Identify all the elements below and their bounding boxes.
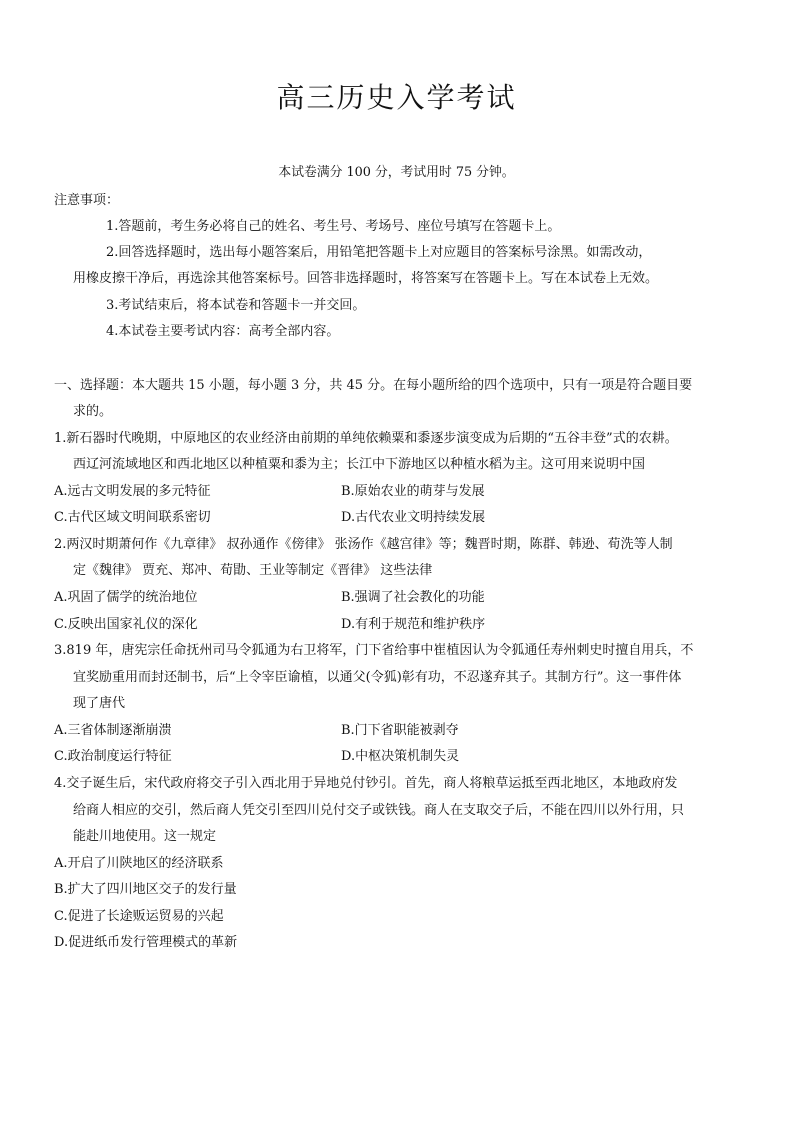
question-stem: 定《魏律》 贾充、郑冲、荀勖、王业等制定《晋律》 这些法律 xyxy=(73,563,433,578)
option-c: C.促进了长途贩运贸易的兴起 xyxy=(54,909,224,924)
note-line: 4.本试卷主要考试内容：高考全部内容。 xyxy=(106,324,340,339)
section-heading: 一、选择题：本大题共 15 小题，每小题 3 分，共 45 分。在每小题所给的四个选项中，只有一项是符合题目要 xyxy=(54,378,693,393)
option-a: A.开启了川陕地区的经济联系 xyxy=(54,856,224,871)
option-a: A.巩固了儒学的统治地位 xyxy=(54,590,198,605)
option-d: D.有利于规范和维护秩序 xyxy=(341,617,486,632)
option-c: C.政治制度运行特征 xyxy=(54,749,172,764)
option-d: D.古代农业文明持续发展 xyxy=(341,510,486,525)
question-stem: 2.两汉时期萧何作《九章律》 叔孙通作《傍律》 张汤作《越宫律》等；魏晋时期，陈群、韩逊、荀洗等人制 xyxy=(54,537,673,552)
option-d: D.促进纸币发行管理模式的革新 xyxy=(54,935,238,950)
question-stem: 能赴川地使用。这一规定 xyxy=(73,829,217,844)
option-d: D.中枢决策机制失灵 xyxy=(341,749,460,764)
option-b: B.门下省职能被剥夺 xyxy=(341,723,459,738)
option-b: B.扩大了四川地区交子的发行量 xyxy=(54,882,237,897)
question-stem: 给商人相应的交引，然后商人凭交引至四川兑付交子或铁钱。商人在支取交子后，不能在四川以外行用，只 xyxy=(73,803,685,818)
note-line: 1.答题前，考生务必将自己的姓名、考生号、考场号、座位号填写在答题卡上。 xyxy=(106,219,561,234)
option-b: B.原始农业的萌芽与发展 xyxy=(341,484,485,499)
question-stem: 现了唐代 xyxy=(73,696,126,711)
question-stem: 1.新石器时代晚期，中原地区的农业经济由前期的单纯依赖粟和黍逐步演变成为后期的“五谷丰登”式的农耕。 xyxy=(54,431,678,446)
exam-subtitle: 本试卷满分 100 分，考试用时 75 分钟。 xyxy=(278,165,515,180)
notes-heading: 注意事项： xyxy=(54,193,120,208)
option-a: A.三省体制逐渐崩溃 xyxy=(54,723,172,738)
option-c: C.反映出国家礼仪的深化 xyxy=(54,617,198,632)
option-c: C.古代区域文明间联系密切 xyxy=(54,510,211,525)
option-a: A.远古文明发展的多元特征 xyxy=(54,484,211,499)
page-title: 高三历史入学考试 xyxy=(276,81,517,114)
question-stem: 4.交子诞生后，宋代政府将交子引入西北用于异地兑付钞引。首先，商人将粮草运抵至西北地区，本地政府发 xyxy=(54,776,678,791)
option-b: B.强调了社会教化的功能 xyxy=(341,590,485,605)
note-line: 3.考试结束后，将本试卷和答题卡一并交回。 xyxy=(106,298,366,313)
question-stem: 西辽河流域地区和西北地区以种植粟和黍为主；长江中下游地区以种植水稻为主。这可用来说明中国 xyxy=(73,457,646,472)
question-stem: 3.819 年，唐宪宗任命抚州司马令狐通为右卫将军，门下省给事中崔植因认为令狐通任寿州刺史时擅自用兵，不 xyxy=(54,643,694,658)
note-line: 2.回答选择题时，选出每小题答案后，用铅笔把答题卡上对应题目的答案标号涂黑。如需改动， xyxy=(106,245,652,260)
note-line: 用橡皮擦干净后，再选涂其他答案标号。回答非选择题时，将答案写在答题卡上。写在本试卷上无效。 xyxy=(73,271,659,286)
question-stem: 宜奖励重用而封还制书，后“上令宰臣谕植，以通父(令狐)彰有功，不忍遂弃其子。其制方行”。这一事件体 xyxy=(73,670,682,685)
section-heading-cont: 求的。 xyxy=(73,404,113,419)
